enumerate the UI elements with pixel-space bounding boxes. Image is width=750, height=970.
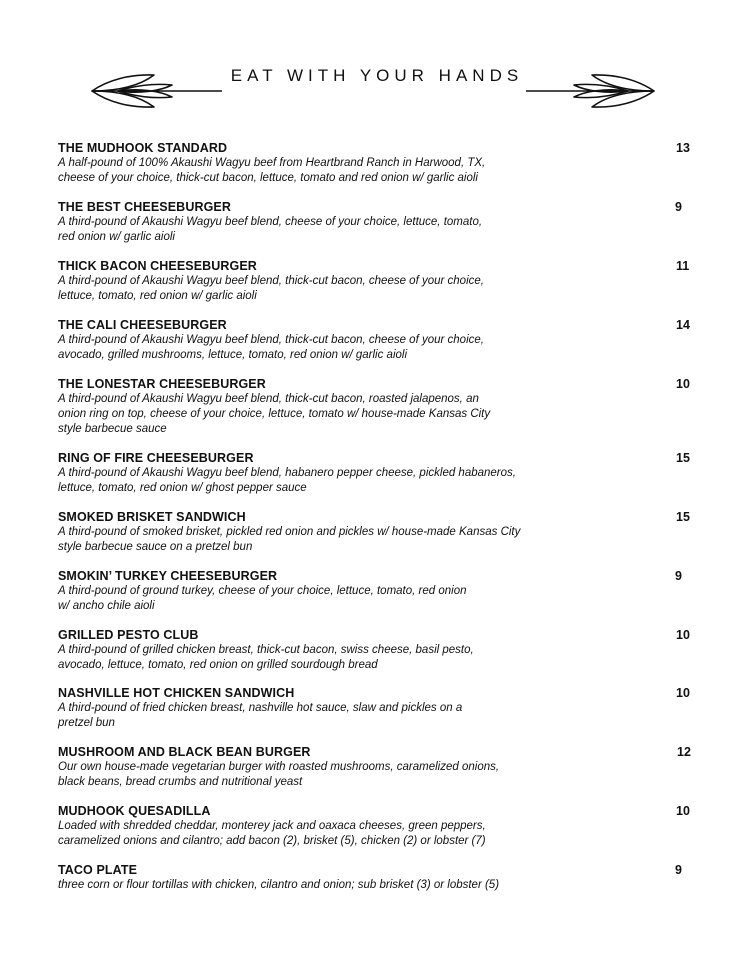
- menu-item-price: 15: [676, 510, 690, 524]
- menu-item-price: 9: [675, 200, 682, 214]
- description-line: avocado, grilled mushrooms, lettuce, tomato, red onion w/ garlic aioli: [58, 349, 408, 361]
- menu-item: [58, 745, 698, 790]
- description-line: A third-pound of Akaushi Wagyu beef blend, thick-cut bacon, cheese of your choice,: [58, 334, 484, 346]
- description-line: onion ring on top, cheese of your choice, lettuce, tomato w/ house-made Kansas City: [58, 408, 491, 420]
- menu-item: [58, 510, 698, 555]
- description-line: red onion w/ garlic aioli: [58, 231, 175, 243]
- description-line: A third-pound of Akaushi Wagyu beef blend, thick-cut bacon, roasted jalapenos, an: [58, 393, 479, 405]
- menu-item-description: [58, 584, 578, 614]
- menu-item: [58, 863, 698, 893]
- menu-item-name: THE LONESTAR CHEESEBURGER: [58, 377, 266, 391]
- menu-item-price: 14: [676, 318, 690, 332]
- description-line: A third-pound of ground turkey, cheese of your choice, lettuce, tomato, red onion: [58, 585, 467, 597]
- menu-item: [58, 628, 698, 673]
- menu-item: [58, 451, 698, 496]
- menu-item-price: 10: [676, 686, 690, 700]
- menu-item: [58, 804, 698, 849]
- description-line: A third-pound of grilled chicken breast, thick-cut bacon, swiss cheese, basil pesto,: [58, 644, 474, 656]
- description-line: style barbecue sauce on a pretzel bun: [58, 541, 253, 553]
- menu-item-description: [58, 643, 578, 673]
- menu-item-price: 12: [677, 745, 691, 759]
- description-line: Our own house-made vegetarian burger with roasted mushrooms, caramelized onions,: [58, 761, 500, 773]
- menu-item-name: MUSHROOM AND BLACK BEAN BURGER: [58, 745, 311, 759]
- menu-item-name: RING OF FIRE CHEESEBURGER: [58, 451, 254, 465]
- menu-item-name: NASHVILLE HOT CHICKEN SANDWICH: [58, 686, 295, 700]
- page-title: EAT WITH YOUR HANDS: [230, 66, 524, 85]
- menu-item-description: [58, 819, 578, 849]
- description-line: A third-pound of Akaushi Wagyu beef blend, cheese of your choice, lettuce, tomato,: [58, 216, 483, 228]
- description-line: black beans, bread crumbs and nutritional yeast: [58, 776, 303, 788]
- menu-item: [58, 569, 698, 614]
- menu-item-description: [58, 215, 578, 245]
- description-line: A third-pound of fried chicken breast, nashville hot sauce, slaw and pickles on a: [58, 702, 463, 714]
- menu-item-description: [58, 525, 578, 555]
- menu-item: [58, 377, 698, 437]
- menu-item-description: [58, 466, 578, 496]
- menu-item: [58, 141, 698, 186]
- menu-item-price: 10: [676, 377, 690, 391]
- description-line: A third-pound of Akaushi Wagyu beef blend, habanero pepper cheese, pickled habaneros,: [58, 467, 516, 479]
- menu-item: [58, 200, 698, 245]
- menu-item-name: GRILLED PESTO CLUB: [58, 628, 199, 642]
- menu-item-price: 11: [676, 259, 690, 273]
- description-line: avocado, lettuce, tomato, red onion on grilled sourdough bread: [58, 659, 378, 671]
- menu-item-description: [58, 274, 578, 304]
- description-line: Loaded with shredded cheddar, monterey jack and oaxaca cheeses, green peppers,: [58, 820, 486, 832]
- menu-item-name: THE CALI CHEESEBURGER: [58, 318, 227, 332]
- menu-item: [58, 686, 698, 731]
- menu-header: [0, 58, 750, 108]
- description-line: lettuce, tomato, red onion w/ ghost pepper sauce: [58, 482, 307, 494]
- description-line: A half-pound of 100% Akaushi Wagyu beef from Heartbrand Ranch in Harwood, TX,: [58, 157, 486, 169]
- description-line: pretzel bun: [58, 717, 115, 729]
- description-line: A third-pound of Akaushi Wagyu beef blend, thick-cut bacon, cheese of your choice,: [58, 275, 484, 287]
- menu-item-price: 15: [676, 451, 690, 465]
- menu-item-description: [58, 333, 578, 363]
- menu-item-name: THE MUDHOOK STANDARD: [58, 141, 228, 155]
- menu-item-name: SMOKED BRISKET SANDWICH: [58, 510, 246, 524]
- menu-item-description: [58, 156, 578, 186]
- description-line: cheese of your choice, thick-cut bacon, lettuce, tomato and red onion w/ garlic aioli: [58, 172, 478, 184]
- description-line: lettuce, tomato, red onion w/ garlic aioli: [58, 290, 257, 302]
- menu-item-name: THICK BACON CHEESEBURGER: [58, 259, 257, 273]
- description-line: caramelized onions and cilantro; add bacon (2), brisket (5), chicken (2) or lobster (7): [58, 835, 486, 847]
- menu-item-price: 10: [676, 628, 690, 642]
- description-line: three corn or flour tortillas with chicken, cilantro and onion; sub brisket (3) or lobster (5): [58, 879, 500, 891]
- description-line: A third-pound of smoked brisket, pickled red onion and pickles w/ house-made Kansas City: [58, 526, 521, 538]
- description-line: w/ ancho chile aioli: [58, 600, 155, 612]
- menu-item-description: [58, 878, 578, 893]
- menu-item-description: [58, 760, 578, 790]
- menu-item-price: 9: [675, 569, 682, 583]
- menu-item-price: 10: [676, 804, 690, 818]
- description-line: style barbecue sauce: [58, 423, 167, 435]
- menu-item: [58, 318, 698, 363]
- menu-item-name: TACO PLATE: [58, 863, 138, 877]
- menu-item-description: [58, 701, 578, 731]
- menu-item-name: SMOKIN’ TURKEY CHEESEBURGER: [58, 569, 278, 583]
- menu-item: [58, 259, 698, 304]
- menu-item-name: MUDHOOK QUESADILLA: [58, 804, 211, 818]
- menu-item-price: 13: [676, 141, 690, 155]
- menu-item-price: 9: [675, 863, 682, 877]
- menu-item-description: [58, 392, 578, 437]
- menu-item-name: THE BEST CHEESEBURGER: [58, 200, 231, 214]
